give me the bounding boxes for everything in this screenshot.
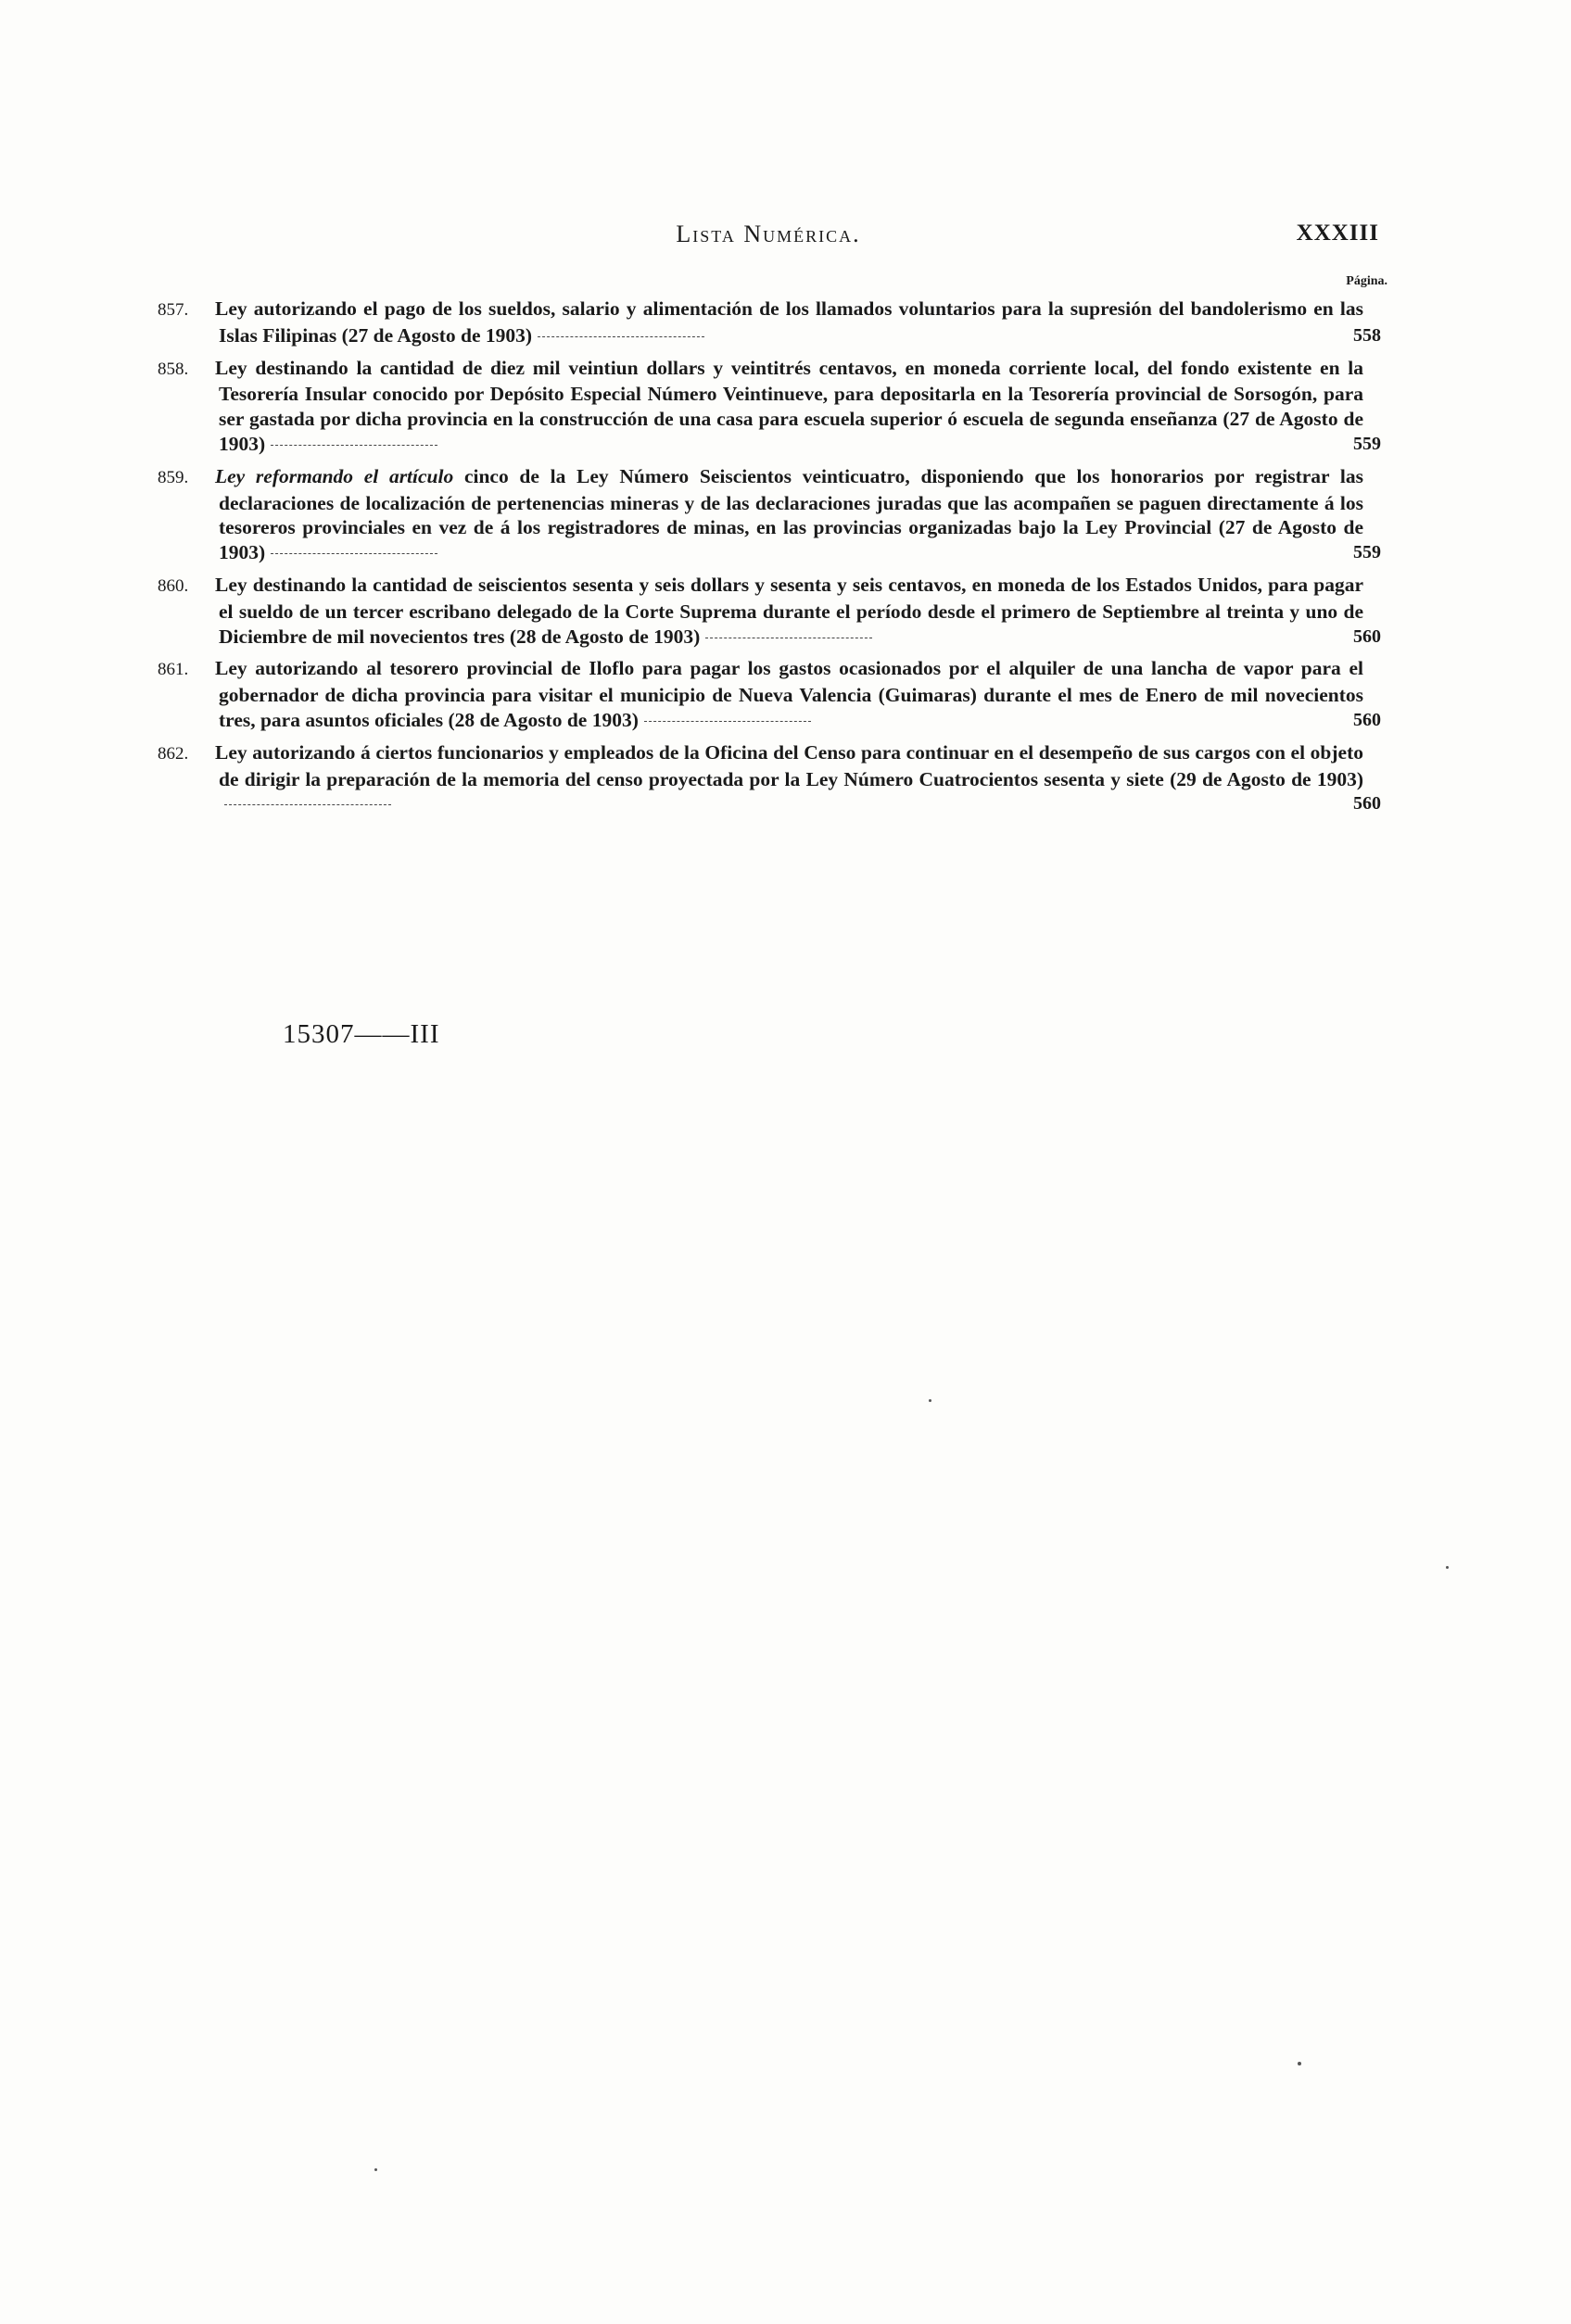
entry-page-number: 560 (1353, 793, 1381, 815)
pagina-column-label: Página. (1346, 274, 1387, 288)
entry-page-number: 559 (1353, 433, 1381, 454)
entry-page-number: 558 (1353, 324, 1381, 346)
dot-leader (644, 721, 811, 722)
entry-page-number: 559 (1353, 542, 1381, 563)
ink-speck (1446, 1566, 1449, 1569)
dot-leader (271, 445, 437, 446)
entry-number: 857. (158, 300, 189, 320)
entry-page-number: 560 (1353, 709, 1381, 730)
entry-text: Ley destinando la cantidad de diez mil veintiun dollars y veintitrés centavos, en moneda corriente local, del fondo existente en la Tesorería Insular conocido por Depósito Especial Número Veintinueve, para depositarla en la Tesorería provincial de Sorsogón, para ser gastada por dicha provincia en la construcción de una casa para escuela superior ó escuela de segunda enseñanza (27 de Agosto de 1903) (215, 356, 1363, 455)
entry-text-italic: Ley reformando el artículo (215, 464, 454, 487)
list-item (158, 356, 1381, 457)
page-title: Lista Numérica. (676, 221, 861, 247)
entry-number: 862. (158, 743, 189, 764)
ink-speck (374, 2168, 377, 2171)
list-item (158, 464, 1381, 565)
dot-leader (538, 336, 704, 337)
entry-text: cinco de la Ley Número Seiscientos veinticuatro, disponiendo que los honorarios por registrar las declaraciones de localización de pertenencias mineras y de las declaraciones juradas que las acompañen se paguen directamente á los tesoreros provinciales en vez de á los registradores de minas, en las provincias organizadas bajo la Ley Provincial (27 de Agosto de 1903) (219, 464, 1364, 564)
entry-number: 861. (158, 660, 189, 680)
list-item (158, 297, 1381, 348)
running-head (158, 215, 1379, 252)
entry-number: 858. (158, 359, 189, 379)
dot-leader (271, 553, 437, 554)
ink-speck (929, 1399, 931, 1402)
list-item (158, 656, 1381, 732)
list-item (158, 740, 1381, 816)
entry-text: Ley autorizando al tesorero provincial de Iloflo para pagar los gastos ocasionados por el alquiler de una lancha de vapor para el gobernador de dicha provincia para visitar el municipio de Nueva Valencia (Guimaras) durante el mes de Enero de mil novecientos tres, para asuntos oficiales (28 de Agosto de 1903) (215, 657, 1363, 731)
entry-text: Ley autorizando el pago de los sueldos, salario y alimentación de los llamados voluntarios para la supresión del bandolerismo en las Islas Filipinas (27 de Agosto de 1903) (215, 297, 1363, 347)
page-number-roman: XXXIII (1296, 221, 1379, 246)
entry-text: Ley autorizando á ciertos funcionarios y empleados de la Oficina del Censo para continuar en el desempeño de sus cargos con el objeto de dirigir la preparación de la memoria del censo proyectada por la Ley Número Cuatrocientos sesenta y siete (29 de Agosto de 1903) (215, 740, 1363, 790)
entry-number: 859. (158, 467, 189, 487)
dot-leader (224, 804, 391, 805)
entry-text: Ley destinando la cantidad de seiscientos sesenta y seis dollars y sesenta y seis centavos, en moneda de los Estados Unidos, para pagar el sueldo de un tercer escribano delegado de la Corte Suprema durante el período desde el primero de Septiembre al treinta y uno de Diciembre de mil novecientos tres (28 de Agosto de 1903) (215, 573, 1363, 648)
entry-list (158, 297, 1381, 824)
list-item (158, 573, 1381, 649)
entry-number: 860. (158, 575, 189, 596)
printer-signature-mark: 15307——III (283, 1019, 440, 1049)
ink-speck (1298, 2062, 1301, 2065)
entry-page-number: 560 (1353, 625, 1381, 647)
